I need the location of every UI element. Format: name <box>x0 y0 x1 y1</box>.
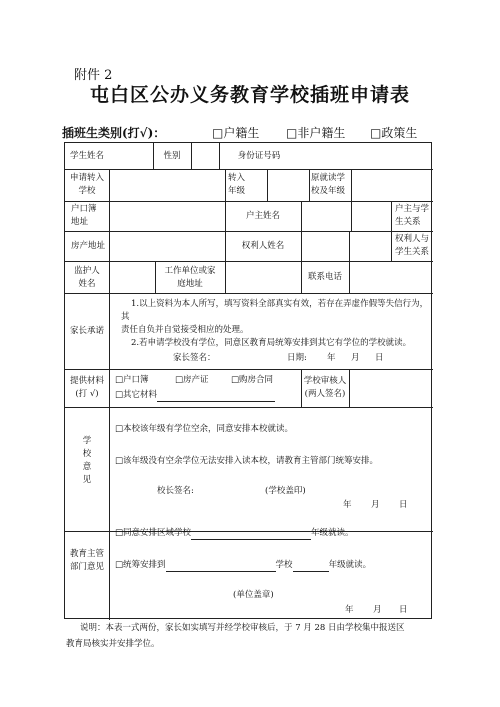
label-year: 年 <box>327 353 336 363</box>
application-form-table <box>64 142 432 619</box>
label-householder-name: 户主姓名 <box>245 211 280 221</box>
label-gender: 性别 <box>163 151 181 161</box>
label-education-bureau-opinion: 教育主管 部门意见 <box>69 549 104 572</box>
label-principal-signature: 校长签名: <box>157 486 194 496</box>
attachment-label: 附件 2 <box>74 68 113 83</box>
label-id-number: 身份证号码 <box>237 151 281 161</box>
label-target-school: 申请转入 学校 <box>69 173 104 196</box>
label-property-address: 房产地址 <box>71 241 106 251</box>
checkbox-property-cert[interactable]: □房产证 <box>175 375 209 385</box>
label-owner-relation: 权利人与 学生关系 <box>395 234 430 257</box>
checkbox-other-materials[interactable]: □其它材料 <box>115 389 275 402</box>
label-day: 日 <box>399 605 408 615</box>
page-title: 屯白区公办义务教育学校插班申请表 <box>89 84 410 106</box>
label-parent-pledge: 家长承诺 <box>69 326 104 336</box>
category-label: 插班生类别(打√)： <box>62 126 166 140</box>
label-student-name: 学生姓名 <box>69 151 104 161</box>
label-work-address: 工作单位或家 庭地址 <box>164 266 216 289</box>
label-day: 日 <box>399 500 408 510</box>
label-original-school: 原就读学 校及年级 <box>311 173 346 196</box>
label-materials: 提供材料 (打 √) <box>69 376 104 399</box>
footnote: 说明：本表一式两份，家长如实填写并经学校审核后，于 7 月 28 日由学校集中报送区 教育局核实并安排学位。 <box>66 623 405 649</box>
label-owner-name: 权利人姓名 <box>241 241 285 251</box>
label-unit-seal: (单位盖章) <box>233 590 274 600</box>
label-month: 月 <box>371 500 380 510</box>
checkbox-purchase-contract[interactable]: □购房合同 <box>231 375 274 385</box>
label-year: 年 <box>343 500 352 510</box>
label-school-seal: (学校盖印) <box>265 486 306 496</box>
option-hukou-student[interactable]: □户籍生 <box>212 126 260 140</box>
label-target-grade: 转入 年级 <box>228 173 246 196</box>
bureau-option-assign-region[interactable]: □同意安排区域学校 年级就读。 <box>115 528 354 538</box>
label-phone: 联系电话 <box>307 272 342 282</box>
pledge-text: 1.以上资料为本人所写，填写资料全部真实有效，若存在弄虚作假等失信行为，其 责任自负并自觉接受相应的处理。 2.若申请学校没有学位，同意区教育局统筹安排到其它有学位的学校就读。 <box>121 299 429 348</box>
checkbox-school-accept[interactable]: □本校该年级有学位空余，同意安排本校就读。 <box>115 424 294 434</box>
label-school-auditor: 学校审核人 (两人签名) <box>303 376 347 399</box>
option-non-hukou-student[interactable]: □非户籍生 <box>286 126 346 140</box>
label-month: 月 <box>373 605 382 615</box>
label-pledge-date: 日期: <box>287 353 307 363</box>
bureau-option-arrange[interactable]: □统筹安排到 学校 年级就读。 <box>115 560 372 570</box>
label-day: 日 <box>375 353 384 363</box>
checkbox-school-refer[interactable]: □该年级没有空余学位无法安排入读本校，请教育主管部门统筹安排。 <box>115 456 379 466</box>
label-month: 月 <box>351 353 360 363</box>
label-school-opinion: 学 校 意 见 <box>82 436 92 485</box>
label-guardian-name: 监护人 姓名 <box>74 266 100 289</box>
checkbox-hukou-book[interactable]: □户口簿 <box>115 375 149 385</box>
label-parent-signature: 家长签名： <box>173 353 216 363</box>
label-householder-relation: 户主与学 生关系 <box>395 204 430 227</box>
option-policy-student[interactable]: □政策生 <box>370 126 418 140</box>
label-hukou-address: 户口簿 地址 <box>71 204 97 227</box>
label-year: 年 <box>345 605 354 615</box>
